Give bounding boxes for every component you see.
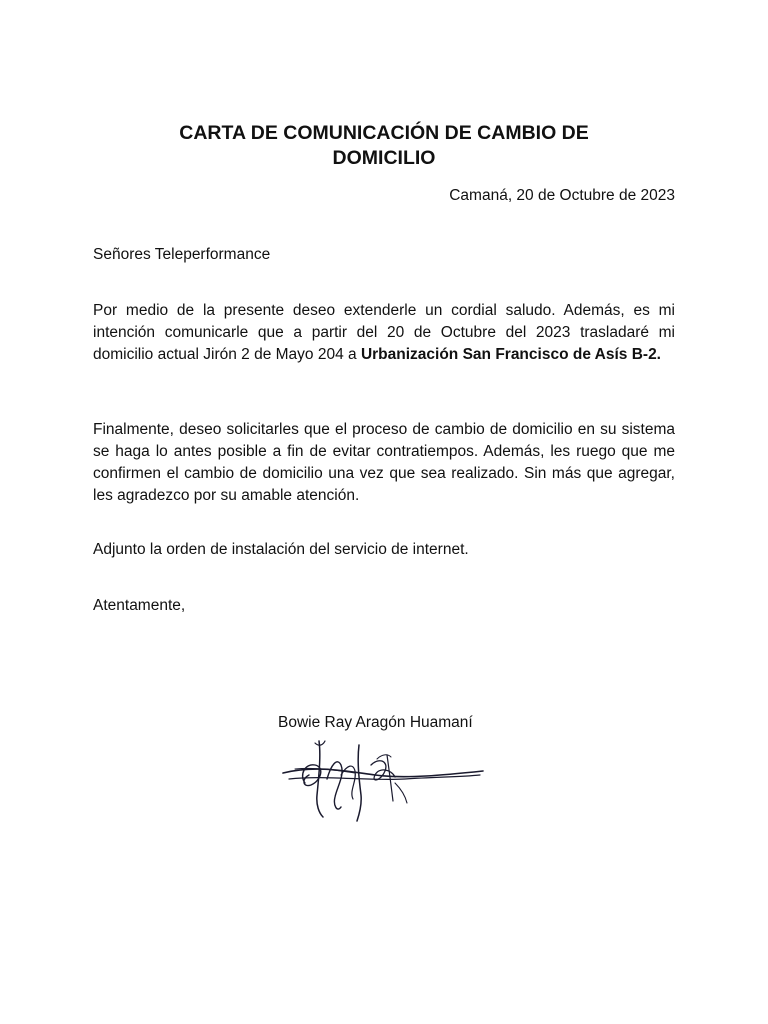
letter-closing: Atentamente, (93, 597, 186, 614)
letter-title-line-1: CARTA DE COMUNICACIÓN DE CAMBIO DE (179, 122, 589, 144)
handwritten-signature (275, 735, 490, 825)
paragraph-attachment: Adjunto la orden de instalación del servicio de internet. (93, 541, 469, 558)
letter-date: Camaná, 20 de Octubre de 2023 (449, 187, 675, 204)
new-address: Urbanización San Francisco de Asís B-2. (360, 346, 661, 363)
letter-recipient: Señores Teleperformance (93, 246, 271, 263)
paragraph-request: Finalmente, deseo solicitarles que el proceso de cambio de domicilio en su sistema se haga lo antes posible a fin de evitar contratiempos. Además, les ruego que me confirmen el cambio de domicilio una vez que sea realizado. Sin más que agregar, les agradezco por su amable atención. (93, 421, 675, 504)
paragraph-address-change (93, 300, 675, 366)
paragraph-address-change-text: Por medio de la presente deseo extenderle un cordial saludo. Además, es mi intención comunicarle que a partir del 20 de Octubre del 2023 trasladaré mi domicilio actual Jirón 2 de Mayo 204 a (93, 302, 675, 363)
letter-title (93, 121, 675, 171)
letter-title-line-2: DOMICILIO (332, 147, 436, 169)
signer-name: Bowie Ray Aragón Huamaní (278, 714, 473, 731)
